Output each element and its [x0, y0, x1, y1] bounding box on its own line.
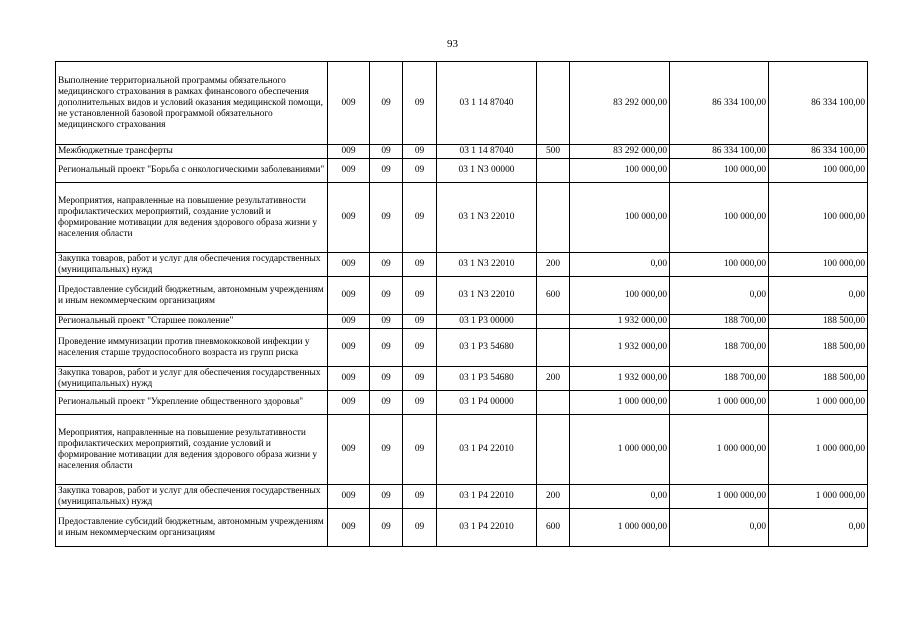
cell-rz: 09	[370, 485, 403, 509]
cell-amount-2: 86 334 100,00	[670, 62, 769, 145]
cell-ved: 009	[328, 485, 370, 509]
cell-amount-2: 100 000,00	[670, 253, 769, 277]
cell-pr: 09	[403, 62, 437, 145]
cell-vr	[537, 415, 570, 485]
table-row	[56, 183, 868, 253]
table-row	[56, 277, 868, 315]
cell-amount-1: 83 292 000,00	[570, 62, 670, 145]
cell-amount-3: 0,00	[769, 509, 868, 547]
cell-csr: 03 1 14 87040	[437, 62, 537, 145]
cell-amount-2: 0,00	[670, 509, 769, 547]
cell-ved: 009	[328, 329, 370, 367]
cell-rz: 09	[370, 329, 403, 367]
cell-pr: 09	[403, 183, 437, 253]
cell-amount-1: 1 000 000,00	[570, 391, 670, 415]
cell-amount-2: 1 000 000,00	[670, 485, 769, 509]
cell-csr: 03 1 P4 22010	[437, 415, 537, 485]
cell-amount-3: 100 000,00	[769, 183, 868, 253]
cell-name: Региональный проект "Старшее поколение"	[56, 315, 328, 329]
cell-name: Региональный проект "Укрепление общественного здоровья"	[56, 391, 328, 415]
table-row	[56, 315, 868, 329]
cell-amount-3: 188 500,00	[769, 367, 868, 391]
cell-vr: 200	[537, 485, 570, 509]
table-row	[56, 329, 868, 367]
cell-ved: 009	[328, 277, 370, 315]
table-row	[56, 62, 868, 145]
cell-name: Проведение иммунизации против пневмококковой инфекции у населения старше трудоспособного возраста из групп риска	[56, 329, 328, 367]
cell-name: Закупка товаров, работ и услуг для обеспечения государственных (муниципальных) нужд	[56, 485, 328, 509]
cell-amount-2: 1 000 000,00	[670, 415, 769, 485]
cell-amount-1: 1 000 000,00	[570, 509, 670, 547]
cell-name: Региональный проект "Борьба с онкологическими заболеваниями"	[56, 159, 328, 183]
cell-vr: 200	[537, 367, 570, 391]
cell-amount-1: 1 932 000,00	[570, 367, 670, 391]
page-number: 93	[447, 38, 458, 50]
cell-amount-2: 188 700,00	[670, 329, 769, 367]
cell-pr: 09	[403, 145, 437, 159]
cell-amount-2: 100 000,00	[670, 183, 769, 253]
table-row	[56, 485, 868, 509]
cell-pr: 09	[403, 367, 437, 391]
cell-amount-3: 1 000 000,00	[769, 415, 868, 485]
cell-amount-2: 0,00	[670, 277, 769, 315]
cell-ved: 009	[328, 183, 370, 253]
table-row	[56, 367, 868, 391]
table-row	[56, 509, 868, 547]
cell-pr: 09	[403, 509, 437, 547]
cell-pr: 09	[403, 253, 437, 277]
table-row	[56, 145, 868, 159]
cell-name: Закупка товаров, работ и услуг для обеспечения государственных (муниципальных) нужд	[56, 367, 328, 391]
cell-vr: 600	[537, 277, 570, 315]
cell-amount-1: 100 000,00	[570, 159, 670, 183]
cell-amount-3: 86 334 100,00	[769, 145, 868, 159]
cell-pr: 09	[403, 391, 437, 415]
budget-table-body	[56, 62, 868, 547]
cell-rz: 09	[370, 367, 403, 391]
cell-amount-1: 1 932 000,00	[570, 329, 670, 367]
cell-ved: 009	[328, 415, 370, 485]
cell-pr: 09	[403, 485, 437, 509]
cell-amount-3: 86 334 100,00	[769, 62, 868, 145]
cell-amount-3: 188 500,00	[769, 315, 868, 329]
cell-ved: 009	[328, 253, 370, 277]
cell-csr: 03 1 N3 22010	[437, 277, 537, 315]
cell-amount-3: 1 000 000,00	[769, 485, 868, 509]
cell-amount-2: 188 700,00	[670, 315, 769, 329]
cell-name: Выполнение территориальной программы обязательного медицинского страхования в рамках финансового обеспечения дополнительных видов и условий оказания медицинской помощи, не установленной базовой программой обязательного медицинского страхования	[56, 62, 328, 145]
cell-rz: 09	[370, 509, 403, 547]
cell-csr: 03 1 P3 54680	[437, 329, 537, 367]
cell-name: Предоставление субсидий бюджетным, автономным учреждениям и иным некоммерческим организациям	[56, 277, 328, 315]
cell-name: Предоставление субсидий бюджетным, автономным учреждениям и иным некоммерческим организациям	[56, 509, 328, 547]
cell-amount-1: 1 932 000,00	[570, 315, 670, 329]
cell-rz: 09	[370, 253, 403, 277]
cell-pr: 09	[403, 329, 437, 367]
cell-ved: 009	[328, 509, 370, 547]
cell-pr: 09	[403, 315, 437, 329]
cell-csr: 03 1 14 87040	[437, 145, 537, 159]
cell-csr: 03 1 P4 00000	[437, 391, 537, 415]
cell-rz: 09	[370, 277, 403, 315]
cell-pr: 09	[403, 415, 437, 485]
cell-vr	[537, 391, 570, 415]
cell-amount-1: 83 292 000,00	[570, 145, 670, 159]
cell-csr: 03 1 N3 22010	[437, 183, 537, 253]
cell-vr	[537, 329, 570, 367]
cell-name: Мероприятия, направленные на повышение результативности профилактических мероприятий, создание условий и формирование мотивации для ведения здорового образа жизни у населения области	[56, 415, 328, 485]
cell-amount-2: 86 334 100,00	[670, 145, 769, 159]
cell-amount-1: 1 000 000,00	[570, 415, 670, 485]
cell-csr: 03 1 P4 22010	[437, 509, 537, 547]
cell-amount-1: 100 000,00	[570, 277, 670, 315]
cell-ved: 009	[328, 367, 370, 391]
cell-amount-3: 0,00	[769, 277, 868, 315]
cell-ved: 009	[328, 391, 370, 415]
cell-ved: 009	[328, 62, 370, 145]
cell-vr	[537, 62, 570, 145]
cell-vr	[537, 183, 570, 253]
table-row	[56, 391, 868, 415]
cell-amount-2: 100 000,00	[670, 159, 769, 183]
cell-amount-1: 100 000,00	[570, 183, 670, 253]
cell-ved: 009	[328, 145, 370, 159]
cell-amount-3: 100 000,00	[769, 253, 868, 277]
table-row	[56, 159, 868, 183]
cell-vr: 200	[537, 253, 570, 277]
cell-pr: 09	[403, 277, 437, 315]
cell-amount-1: 0,00	[570, 253, 670, 277]
table-row	[56, 253, 868, 277]
cell-csr: 03 1 N3 00000	[437, 159, 537, 183]
cell-csr: 03 1 P4 22010	[437, 485, 537, 509]
cell-rz: 09	[370, 415, 403, 485]
cell-csr: 03 1 P3 54680	[437, 367, 537, 391]
budget-table	[55, 61, 868, 547]
cell-csr: 03 1 P3 00000	[437, 315, 537, 329]
cell-name: Межбюджетные трансферты	[56, 145, 328, 159]
cell-amount-2: 188 700,00	[670, 367, 769, 391]
cell-ved: 009	[328, 315, 370, 329]
cell-vr: 500	[537, 145, 570, 159]
cell-amount-3: 1 000 000,00	[769, 391, 868, 415]
cell-rz: 09	[370, 391, 403, 415]
cell-amount-3: 188 500,00	[769, 329, 868, 367]
cell-rz: 09	[370, 62, 403, 145]
cell-vr	[537, 159, 570, 183]
cell-name: Закупка товаров, работ и услуг для обеспечения государственных (муниципальных) нужд	[56, 253, 328, 277]
cell-vr: 600	[537, 509, 570, 547]
cell-rz: 09	[370, 315, 403, 329]
cell-ved: 009	[328, 159, 370, 183]
cell-rz: 09	[370, 183, 403, 253]
cell-rz: 09	[370, 159, 403, 183]
cell-rz: 09	[370, 145, 403, 159]
table-row	[56, 415, 868, 485]
cell-csr: 03 1 N3 22010	[437, 253, 537, 277]
cell-name: Мероприятия, направленные на повышение результативности профилактических мероприятий, создание условий и формирование мотивации для ведения здорового образа жизни у населения области	[56, 183, 328, 253]
cell-amount-1: 0,00	[570, 485, 670, 509]
cell-amount-2: 1 000 000,00	[670, 391, 769, 415]
cell-vr	[537, 315, 570, 329]
cell-pr: 09	[403, 159, 437, 183]
cell-amount-3: 100 000,00	[769, 159, 868, 183]
